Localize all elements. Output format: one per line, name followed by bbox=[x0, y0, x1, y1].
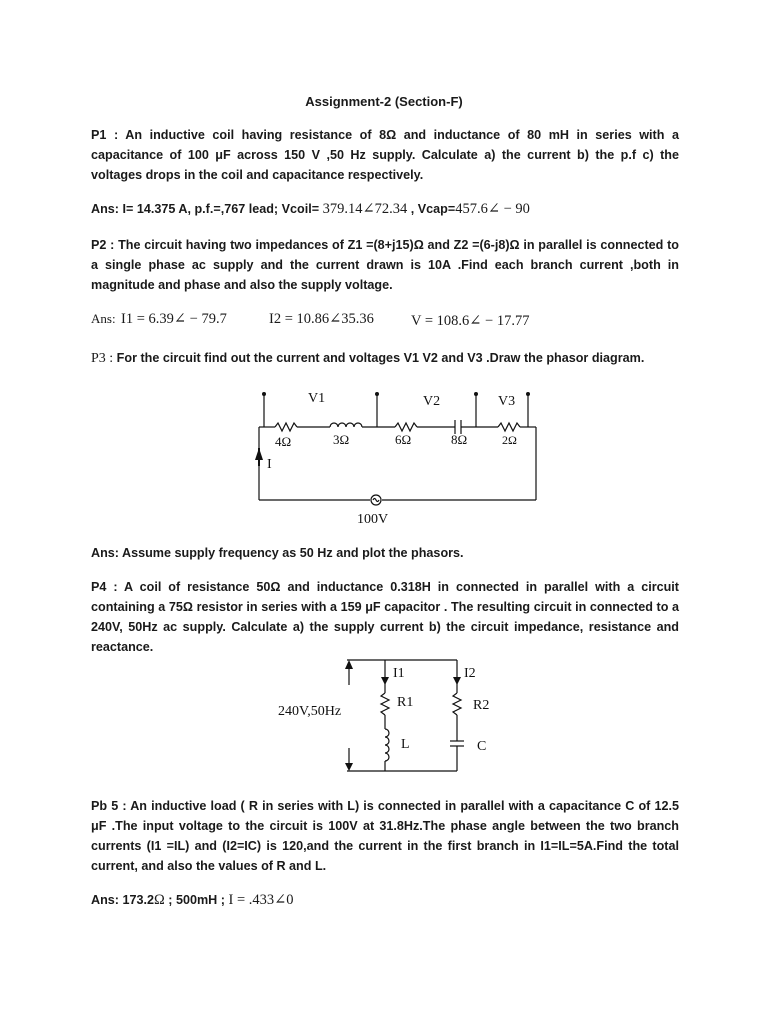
problem-2-text-content: P2 : The circuit having two impedances of Z1 =(8+j15)Ω and Z2 =(6-j8)Ω in parallel is connected to a single phase ac supply and the current drawn is 10A .Find each branch current ,both in magnitude and phase and also the supply voltage. bbox=[91, 238, 679, 292]
vcoil-value: 379.14∠72.34 bbox=[322, 201, 408, 217]
label-i1: I1 bbox=[393, 666, 405, 681]
vcap-label: , Vcap= bbox=[410, 202, 456, 216]
label-c: C bbox=[477, 739, 487, 754]
label-l: L bbox=[401, 737, 410, 752]
problem-3-question: For the circuit find out the current and voltages V1 V2 and V3 .Draw the phasor diagram. bbox=[113, 351, 645, 365]
parallel-circuit-diagram bbox=[270, 655, 510, 780]
problem-1-answer bbox=[91, 201, 530, 218]
problem-2-answer-label: Ans: bbox=[91, 311, 116, 326]
series-circuit-diagram bbox=[240, 382, 550, 530]
label-source-240v: 240V,50Hz bbox=[278, 704, 342, 719]
problem-5-answer bbox=[91, 892, 294, 909]
omega-symbol: Ω bbox=[154, 892, 165, 908]
vcap-value: 457.6∠ − 90 bbox=[455, 201, 530, 217]
answer-i1: I1 = 6.39∠ − 79.7 bbox=[121, 311, 227, 327]
label-resistor-6: 6Ω bbox=[395, 432, 412, 447]
page-title: Assignment-2 (Section-F) bbox=[305, 94, 463, 109]
problem-1-text: P1 : An inductive coil having resistance of 8Ω and inductance of 80 mH in series with a capacitance of 100 μF across 150 V ,50 Hz supply. Calculate a) the current b) the p.f c) the voltages drops in the coil and capacitance respectively. bbox=[91, 128, 679, 182]
label-capacitor-8: 8Ω bbox=[451, 432, 468, 447]
problem-5-answer-mid: ; 500mH ; bbox=[168, 893, 225, 907]
label-i2: I2 bbox=[464, 666, 476, 681]
label-v2: V2 bbox=[423, 394, 441, 409]
problem-3-text bbox=[91, 351, 644, 367]
problem-1-answer-prefix: Ans: I= 14.375 A, p.f.=,767 lead; Vcoil= bbox=[91, 202, 320, 216]
problem-4-text: P4 : A coil of resistance 50Ω and inductance 0.318H in connected in parallel with a circuit containing a 75Ω resistor in series with a 159 μF capacitor . The resulting circuit in connected to a 240V, 50Hz ac supply. Calculate a) the supply current b) the circuit impedance, resistance and reactance. bbox=[91, 580, 679, 654]
label-source-100v: 100V bbox=[357, 512, 389, 527]
label-resistor-4: 4Ω bbox=[275, 434, 292, 449]
problem-3-label: P3 : bbox=[91, 351, 114, 366]
problem-5-text: Pb 5 : An inductive load ( R in series with L) is connected in parallel with a capacitance C of 12.5 μF .The input voltage to the circuit is 100V at 31.8Hz.The phase angle between the two branch currents (I1 =IL) and (I2=IC) is 120,and the current in the first branch in I1=IL=5A.Find the total current, and also the values of R and L. bbox=[91, 799, 679, 873]
problem-3-answer: Ans: Assume supply frequency as 50 Hz and plot the phasors. bbox=[91, 546, 464, 560]
answer-i2: I2 = 10.86∠35.36 bbox=[269, 311, 374, 327]
answer-v: V = 108.6∠ − 17.77 bbox=[411, 313, 530, 329]
answer-total-current: I = .433∠0 bbox=[228, 892, 294, 908]
label-v1: V1 bbox=[308, 391, 326, 406]
label-current-i: I bbox=[267, 457, 272, 472]
label-v3: V3 bbox=[498, 394, 516, 409]
label-r2: R2 bbox=[473, 698, 490, 713]
label-r1: R1 bbox=[397, 695, 414, 710]
problem-5-answer-prefix: Ans: 173.2 bbox=[91, 893, 154, 907]
problem-2-answer bbox=[91, 311, 530, 329]
problem-2-text bbox=[91, 235, 679, 295]
label-resistor-2: 2Ω bbox=[502, 433, 517, 447]
label-inductor-3: 3Ω bbox=[333, 432, 350, 447]
